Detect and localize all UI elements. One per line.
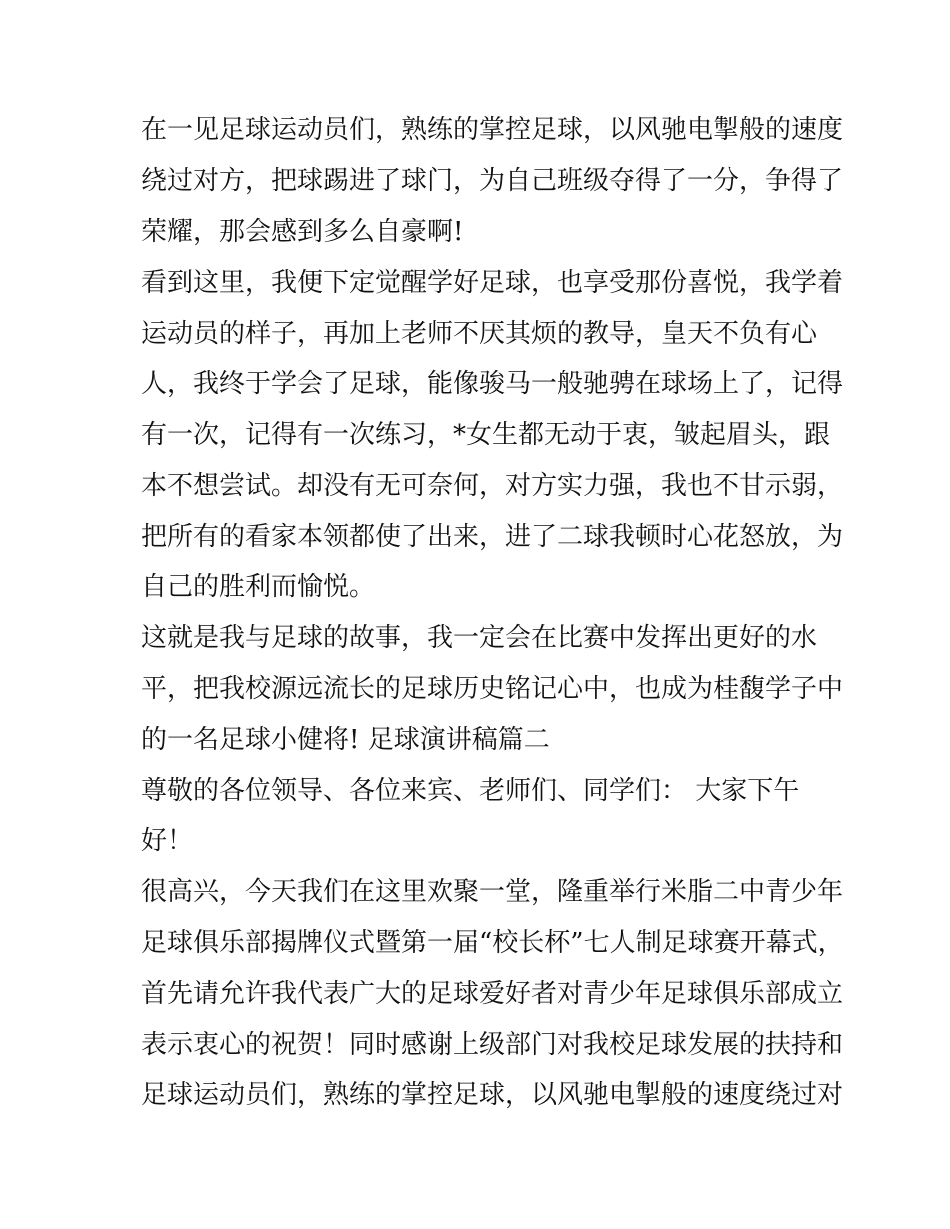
text-line: 平，把我校源远流长的足球历史铭记心中，也成为桂馥学子中 (141, 674, 844, 704)
text-line: 表示衷心的祝贺！同时感谢上级部门对我校足球发展的扶持和 (141, 1030, 844, 1060)
text-line: 运动员的样子，再加上老师不厌其烦的教导，皇天不负有心 (141, 319, 818, 349)
text-line: 荣耀，那会感到多么自豪啊! (141, 217, 464, 247)
text-line: 足球俱乐部揭牌仪式暨第一届“校长杯”七人制足球赛开幕式， (141, 928, 844, 958)
text-line: 尊敬的各位领导、各位来宾、老师们、同学们： 大家下午 (141, 776, 800, 806)
text-line: 看到这里，我便下定觉醒学好足球，也享受那份喜悦，我学着 (141, 268, 844, 298)
text-line: 自己的胜利而愉悦。 (141, 572, 376, 602)
text-line: 本不想尝试。却没有无可奈何，对方实力强，我也不甘示弱， (141, 471, 844, 501)
text-line: 人，我终于学会了足球，能像骏马一般驰骋在球场上了，记得 (141, 369, 844, 399)
text-line: 足球运动员们，熟练的掌控足球，以风驰电掣般的速度绕过对 (141, 1080, 844, 1110)
text-line: 首先请允许我代表广大的足球爱好者对青少年足球俱乐部成立 (141, 979, 844, 1009)
text-line: 这就是我与足球的故事，我一定会在比赛中发挥出更好的水 (141, 623, 818, 653)
text-line: 好！ (141, 826, 194, 856)
text-line: 的一名足球小健将! 足球演讲稿篇二 (141, 725, 550, 755)
text-line: 把所有的看家本领都使了出来，进了二球我顿时心花怒放，为 (141, 522, 844, 552)
text-line: 在一见足球运动员们，熟练的掌控足球，以风驰电掣般的速度 (141, 115, 844, 145)
text-line: 很高兴，今天我们在这里欢聚一堂，隆重举行米脂二中青少年 (141, 877, 844, 907)
text-line: 绕过对方，把球踢进了球门，为自己班级夺得了一分，争得了 (141, 166, 844, 196)
text-line: 有一次，记得有一次练习，*女生都无动于衷，皱起眉头，跟 (141, 420, 831, 450)
